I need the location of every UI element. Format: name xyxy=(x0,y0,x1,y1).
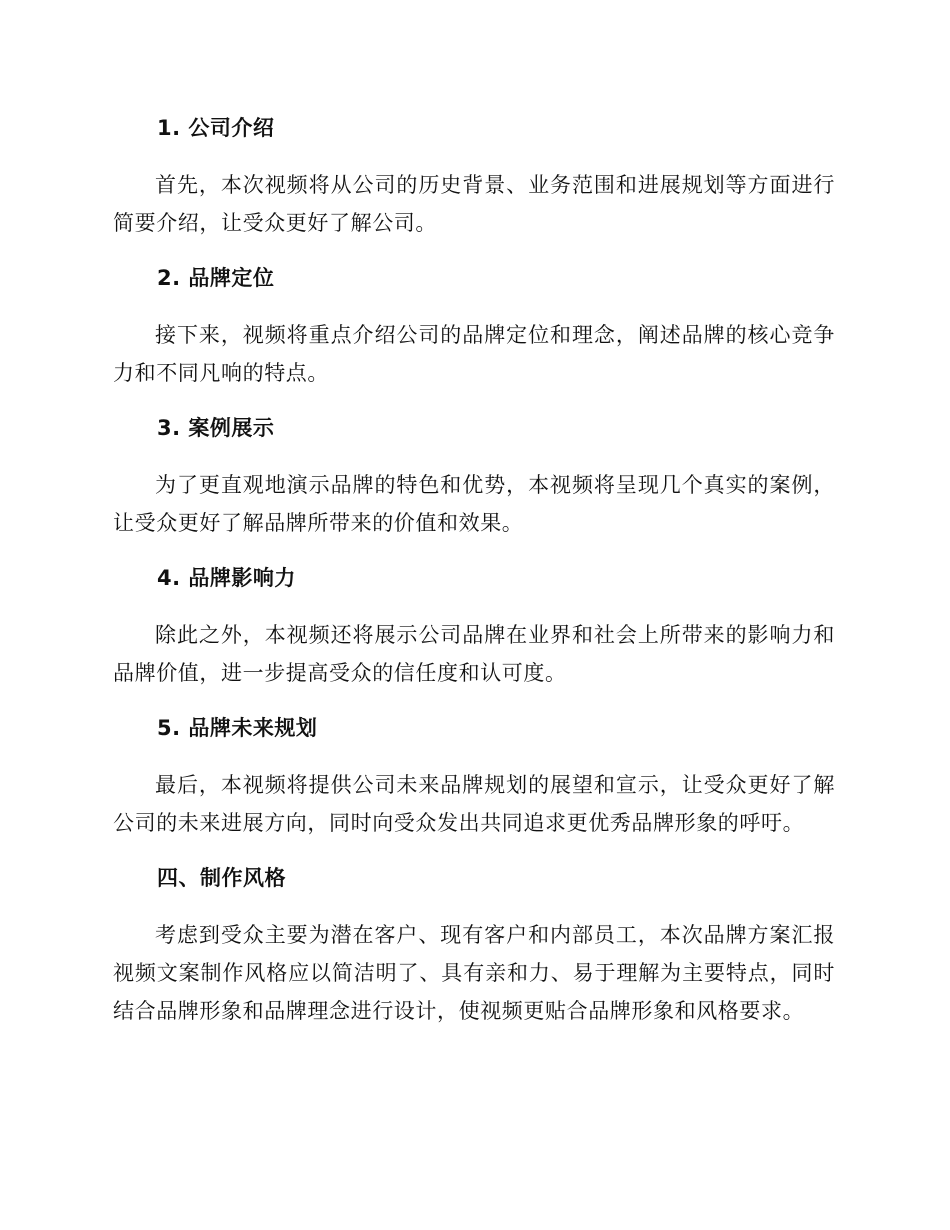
section-brand-influence xyxy=(113,562,835,692)
section-case-studies xyxy=(113,412,835,542)
section-heading: 2. 品牌定位 xyxy=(157,266,275,290)
section-heading: 四、制作风格 xyxy=(157,866,286,890)
section-paragraph: 为了更直观地演示品牌的特色和优势，本视频将呈现几个真实的案例，让受众更好了解品牌所带来的价值和效果。 xyxy=(113,473,835,535)
section-company-intro xyxy=(113,112,835,242)
document-page xyxy=(113,112,835,1030)
section-paragraph: 接下来，视频将重点介绍公司的品牌定位和理念，阐述品牌的核心竞争力和不同凡响的特点。 xyxy=(113,323,835,385)
section-paragraph: 首先，本次视频将从公司的历史背景、业务范围和进展规划等方面进行简要介绍，让受众更好了解公司。 xyxy=(113,173,835,235)
section-heading: 5. 品牌未来规划 xyxy=(157,716,318,740)
section-brand-positioning xyxy=(113,262,835,392)
section-heading: 3. 案例展示 xyxy=(157,416,275,440)
section-brand-future-plan xyxy=(113,712,835,842)
section-paragraph: 最后，本视频将提供公司未来品牌规划的展望和宣示，让受众更好了解公司的未来进展方向，同时向受众发出共同追求更优秀品牌形象的呼吁。 xyxy=(113,773,835,835)
section-heading: 1. 公司介绍 xyxy=(157,116,275,140)
section-paragraph: 除此之外，本视频还将展示公司品牌在业界和社会上所带来的影响力和品牌价值，进一步提高受众的信任度和认可度。 xyxy=(113,623,835,685)
section-production-style xyxy=(113,862,835,1030)
section-heading: 4. 品牌影响力 xyxy=(157,566,296,590)
section-paragraph: 考虑到受众主要为潜在客户、现有客户和内部员工，本次品牌方案汇报视频文案制作风格应以简洁明了、具有亲和力、易于理解为主要特点，同时结合品牌形象和品牌理念进行设计，使视频更贴合品牌形象和风格要求。 xyxy=(113,923,835,1023)
